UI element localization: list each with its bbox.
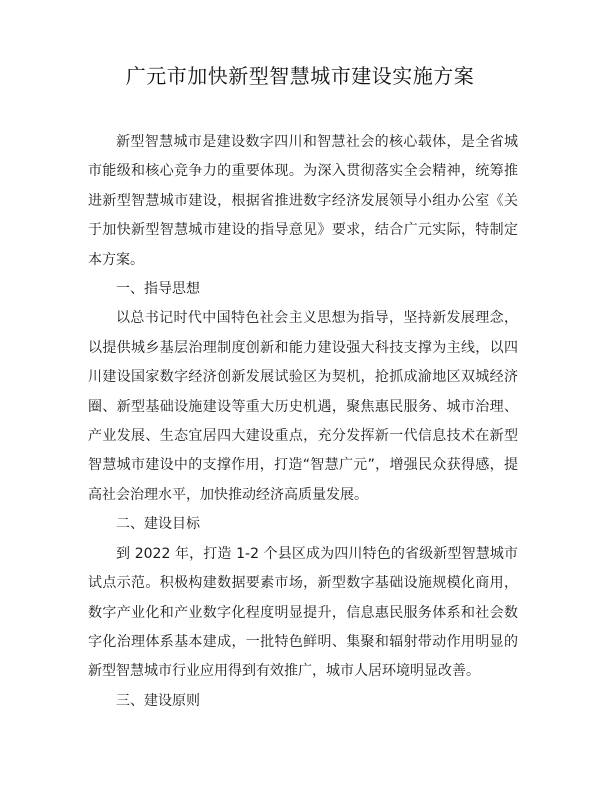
document-body [88,128,518,716]
document-title: 广元市加快新型智慧城市建设实施方案 [125,64,475,88]
intro-paragraph: 新型智慧城市是建设数字四川和智慧社会的核心载体，是全省城市能级和核心竞争力的重要体现。为深入贯彻落实全会精神，统筹推进新型智慧城市建设，根据省推进数字经济发展领导小组办公室《关于加快新型智慧城市建设的指导意见》要求，结合广元实际，特制定本方案。 [88,134,518,268]
section-heading-construction-principles: 三、建设原则 [116,692,200,709]
section-heading-guiding-ideology: 一、指导思想 [116,281,200,298]
section-heading-construction-goals: 二、建设目标 [116,516,200,533]
section-paragraph-construction-goals: 到 2022 年，打造 1-2 个县区成为四川特色的省级新型智慧城市试点示范。积极构建数据要素市场，新型数字基础设施规模化商用，数字产业化和产业数字化程度明显提升，信息惠民服务体系和社会数字化治理体系基本建成，一批特色鲜明、集聚和辐射带动作用明显的新型智慧城市行业应用得到有效推广，城市人居环境明显改善。 [88,545,518,680]
section-paragraph-guiding-ideology: 以总书记时代中国特色社会主义思想为指导，坚持新发展理念，以提供城乡基层治理制度创新和能力建设强大科技支撑为主线，以四川建设国家数字经济创新发展试验区为契机，抢抓成渝地区双城经济圈、新型基础设施建设等重大历史机遇，聚焦惠民服务、城市治理、产业发展、生态宜居四大建设重点，充分发挥新一代信息技术在新型智慧城市建设中的支撑作用，打造“智慧广元”，增强民众获得感，提高社会治理水平，加快推动经济高质量发展。 [88,310,518,503]
